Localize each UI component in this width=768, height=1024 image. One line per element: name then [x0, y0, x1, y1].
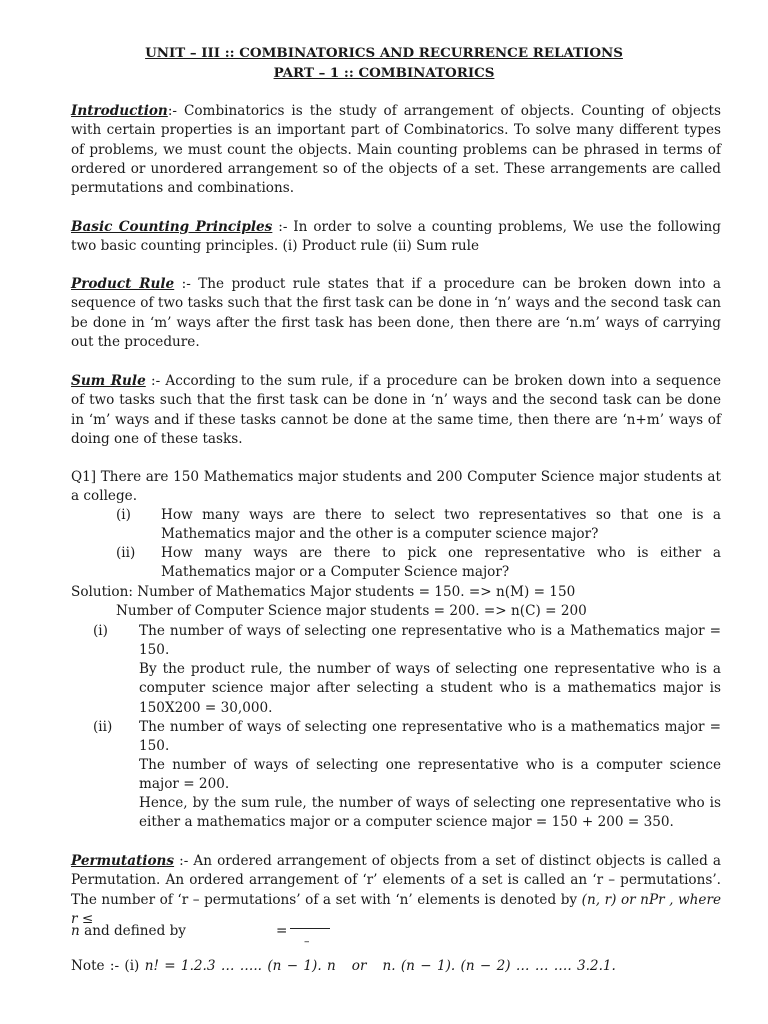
permutations-heading: Permutations: [71, 853, 175, 869]
permutations-paragraph: [71, 852, 721, 929]
unit-title: UNIT – III :: COMBINATORICS AND RECURRENCE RELATIONS: [145, 45, 623, 61]
product-heading: Product Rule: [71, 276, 175, 292]
solution-part-num: (ii): [93, 719, 113, 735]
equals-sign: =: [276, 923, 288, 939]
intro-paragraph: [71, 102, 721, 198]
q1-item-num: (ii): [116, 545, 136, 561]
solution-part-text: The number of ways of selecting one representative who is a computer science major = 200.: [139, 757, 721, 793]
product-paragraph: [71, 275, 721, 352]
permutation-definition-line: [71, 922, 186, 941]
intro-heading: Introduction: [71, 103, 168, 119]
solution-part-text: By the product rule, the number of ways of selecting one representative who is a computer science major after selecting a student who is a mathematics major is 150X200 = 30,000.: [139, 661, 721, 716]
solution-part-text: The number of ways of selecting one representative who is a mathematics major = 150.: [139, 719, 721, 755]
fraction-denominator: –: [304, 935, 310, 948]
fraction-bar: [290, 928, 330, 929]
sum-heading: Sum Rule: [71, 373, 146, 389]
intro-text: :- Combinatorics is the study of arrangement of objects. Counting of objects with certain properties is an important part of Combinatorics. To solve many different types of problems, we must count the objects. Main counting problems can be phrased in terms of ordered or unordered arrangement so of the objects of a set. These arrangements are called permutations and combinations.: [71, 103, 721, 197]
note-line: [71, 957, 616, 976]
solution-part-num: (i): [93, 623, 108, 639]
product-text: :- The product rule states that if a procedure can be broken down into a sequence of two tasks such that the first task can be done in ‘n’ ways and the second task can be done in ‘m’ ways after the first task has been done, then there are ‘n.m’ ways of carrying out the procedure.: [71, 276, 722, 350]
or-text: or: [351, 958, 367, 974]
solution-part-text: Hence, by the sum rule, the number of ways of selecting one representative who is either a mathematics major or a computer science major = 150 + 200 = 350.: [139, 795, 721, 831]
solution-line-2: Number of Computer Science major students = 200. => n(C) = 200: [116, 603, 587, 619]
basic-paragraph: [71, 218, 721, 257]
solution-part-text: The number of ways of selecting one representative who is a Mathematics major = 150.: [139, 623, 721, 659]
sum-text: :- According to the sum rule, if a procedure can be broken down into a sequence of two tasks such that the first task can be done in ‘n’ ways and the second task can be done in ‘m’ ways and if these tasks cannot be done at the same time, then there are ‘n+m’ ways of doing one of these tasks.: [71, 373, 721, 447]
defined-by-text: and defined by: [79, 923, 186, 939]
q1-item-num: (i): [116, 507, 131, 523]
solution-line-1: Solution: Number of Mathematics Major students = 150. => n(M) = 150: [71, 584, 576, 600]
note-prefix: Note :- (i): [71, 958, 145, 974]
basic-text: :- In order to solve a counting problems, We use the following two basic counting principles. (i) Product rule (ii) Sum rule: [71, 219, 721, 255]
part-title: PART – 1 :: COMBINATORICS: [273, 65, 495, 81]
permutation-condition: , where r ≤: [71, 891, 721, 927]
factorial-expression: n! = 1.2.3 … ….. (n − 1). n: [144, 958, 336, 974]
factorial-expression-alt: n. (n − 1). (n − 2) … … …. 3.2.1.: [382, 958, 616, 974]
q1-item-text: How many ways are there to select two representatives so that one is a Mathematics major and the other is a computer science major?: [161, 507, 721, 543]
q1-item-text: How many ways are there to pick one representative who is either a Mathematics major or a Computer Science major?: [161, 545, 721, 581]
permutations-text: :- An ordered arrangement of objects from a set of distinct objects is called a Permutation. An ordered arrangement of ‘r’ elements of a set is called an ‘r – permutations’. The number of ‘r – permutations’ of a set with ‘n’ elements is denoted by: [71, 853, 721, 908]
n-variable: n: [71, 923, 80, 939]
basic-heading: Basic Counting Principles: [71, 219, 273, 235]
sum-paragraph: [71, 372, 721, 449]
question-1: Q1] There are 150 Mathematics major students and 200 Computer Science major students at a college.: [71, 469, 721, 505]
permutation-notation: (n, r) or nPr: [581, 891, 665, 908]
